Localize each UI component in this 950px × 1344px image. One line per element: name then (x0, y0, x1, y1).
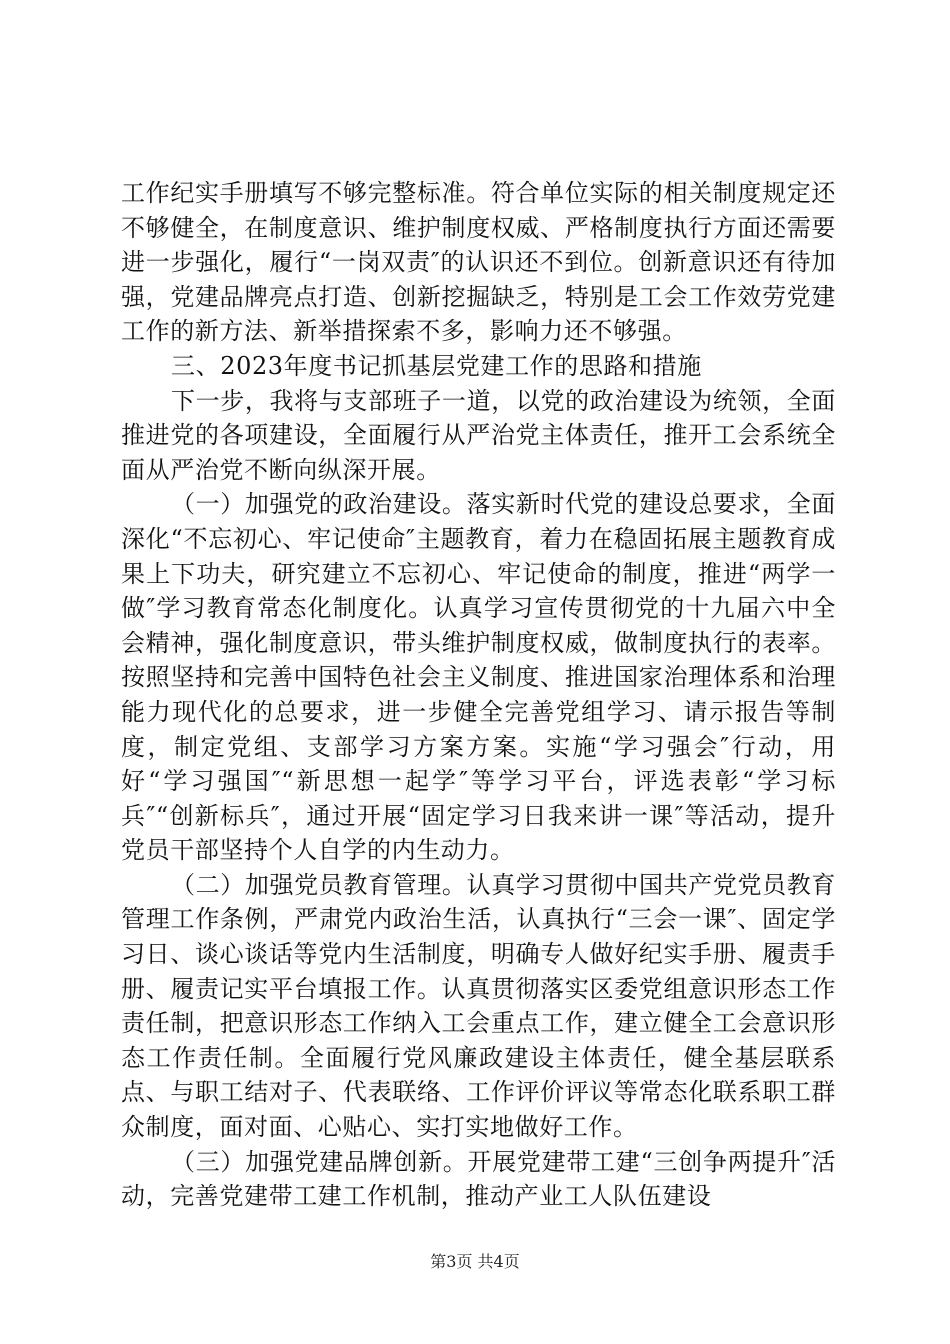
paragraph-member-education: （二）加强党员教育管理。认真学习贯彻中国共产党党员教育管理工作条例，严肃党内政治生活，认真执行“三会一课″、固定学习日、谈心谈话等党内生活制度，明确专人做好纪实手册、履责手册、履责记实平台填报工作。认真贯彻落实区委党组意识形态工作责任制，把意识形态工作纳入工会重点工作，建立健全工会意识形态工作责任制。全面履行党风廉政建设主体责任，健全基层联系点、与职工结对子、代表联络、工作评价评议等常态化联系职工群众制度，面对面、心贴心、实打实地做好工作。 (121, 870, 836, 1142)
page-footer: 第3页 共4页 (430, 1252, 520, 1271)
section-heading: 三、2023年度书记抓基层党建工作的思路和措施 (171, 351, 702, 380)
paragraph-intro: 下一步，我将与支部班子一道，以党的政治建设为统领，全面推进党的各项建设，全面履行从严治党主体责任，推开工会系统全面从严治党不断向纵深开展。 (121, 386, 836, 484)
paragraph-brand-innovation: （三）加强党建品牌创新。开展党建带工建“三创争两提升″活动，完善党建带工建工作机制，推动产业工人队伍建设 (121, 1147, 836, 1211)
document-body (121, 176, 836, 1214)
paragraph-political-building: （一）加强党的政治建设。落实新时代党的建设总要求，全面深化“不忘初心、牢记使命″主题教育，着力在稳固拓展主题教育成果上下功夫，研究建立不忘初心、牢记使命的制度，推进“两学一做″学习教育常态化制度化。认真学习宣传贯彻党的十九届六中全会精神，强化制度意识，带头维护制度权威，做制度执行的表率。按照坚持和完善中国特色社会主义制度、推进国家治理体系和治理能力现代化的总要求，进一步健全完善党组学习、请示报告等制度，制定党组、支部学习方案方案。实施“学习强会″行动，用好“学习强国″“新思想一起学″等学习平台，评选表彰“学习标兵″“创新标兵″，通过开展“固定学习日我来讲一课″等活动，提升党员干部坚持个人自学的内生动力。 (121, 490, 836, 865)
paragraph-continuation: 工作纪实手册填写不够完整标准。符合单位实际的相关制度规定还不够健全，在制度意识、维护制度权威、严格制度执行方面还需要进一步强化，履行“一岗双责″的认识还不到位。创新意识还有待加强，党建品牌亮点打造、创新挖掘缺乏，特别是工会工作效劳党建工作的新方法、新举措探索不多，影响力还不够强。 (121, 179, 836, 346)
